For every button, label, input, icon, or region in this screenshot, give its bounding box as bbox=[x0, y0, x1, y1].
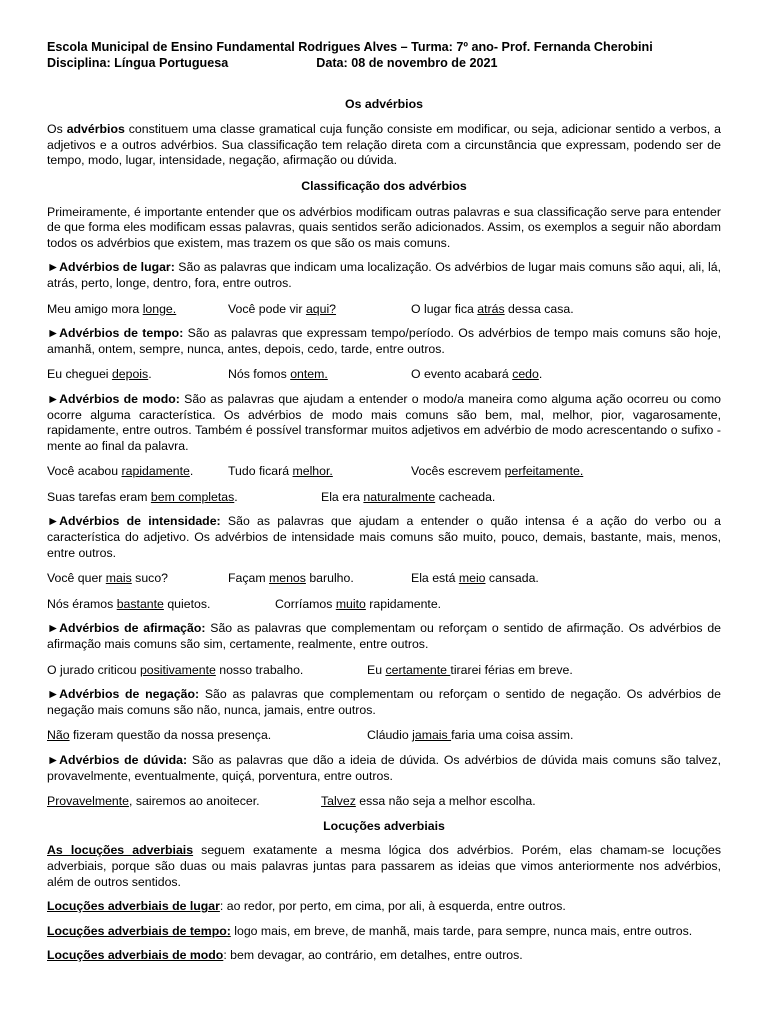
examples-tempo bbox=[47, 367, 721, 383]
example-sentence: Não fizeram questão da nossa presença. bbox=[47, 728, 272, 743]
example-sentence: Provavelmente, sairemos ao anoitecer. bbox=[47, 794, 260, 809]
examples-modo bbox=[47, 464, 721, 480]
section-afirmacao: ►Advérbios de afirmação: São as palavras que complementam ou reforçam o sentido de afirmação. Os advérbios de afirmação mais comuns são sim, certamente, realmente, entre outros. bbox=[47, 621, 721, 652]
examples-intensidade bbox=[47, 571, 721, 587]
example-sentence: Você acabou rapidamente. bbox=[47, 464, 194, 479]
header-school-line: Escola Municipal de Ensino Fundamental Rodrigues Alves – Turma: 7º ano- Prof. Fernanda Cherobini bbox=[47, 40, 653, 54]
example-sentence: Ela era naturalmente cacheada. bbox=[321, 489, 496, 504]
section-modo: ►Advérbios de modo: São as palavras que ajudam a entender o modo/a maneira como alguma ação ocorreu ou como ocorre alguma característica. Os advérbios de modo mais comuns são bem, mal, melhor, pior, vagarosamente, rapidamente, entre outros. Também é possível transformar muitos adjetivos em advérbio de modo acrescentando o sufixo -mente ao final da palavra. bbox=[47, 391, 721, 453]
discipline-label: Disciplina: Língua Portuguesa bbox=[47, 55, 229, 70]
section-lugar: ►Advérbios de lugar: São as palavras que indicam uma localização. Os advérbios de lugar mais comuns são aqui, ali, lá, atrás, perto, longe, dentro, fora, entre outros. bbox=[47, 260, 721, 290]
example-sentence: Vocês escrevem perfeitamente. bbox=[411, 464, 584, 479]
example-sentence: Você pode vir aqui? bbox=[228, 301, 337, 316]
page-title: Os advérbios bbox=[345, 96, 423, 111]
examples-modo-2 bbox=[47, 490, 721, 506]
example-sentence: Nós fomos ontem. bbox=[228, 367, 328, 382]
example-sentence: Façam menos barulho. bbox=[228, 571, 354, 586]
section-negacao: ►Advérbios de negação: São as palavras que complementam ou reforçam o sentido de negação. Os advérbios de negação mais comuns são não, nunca, jamais, entre outros. bbox=[47, 687, 721, 717]
locucoes-tempo: Locuções adverbiais de tempo: logo mais, em breve, de manhã, mais tarde, para sempre, nunca mais, entre outros. bbox=[47, 923, 693, 938]
section-intensidade: ►Advérbios de intensidade: São as palavras que ajudam a entender o quão intensa é a ação do verbo ou a característica do adjetivo. Os advérbios de intensidade mais comuns são muito, pouco, demais, bastante, mais, menos, entre outros. bbox=[47, 514, 721, 560]
example-sentence: O lugar fica atrás dessa casa. bbox=[411, 301, 574, 316]
example-sentence: Tudo ficará melhor. bbox=[228, 464, 333, 479]
example-sentence: Talvez essa não seja a melhor escolha. bbox=[321, 794, 536, 809]
examples-duvida bbox=[47, 794, 721, 810]
examples-negacao bbox=[47, 728, 721, 744]
locucoes-title: Locuções adverbiais bbox=[323, 818, 445, 833]
example-sentence: Cláudio jamais faria uma coisa assim. bbox=[367, 728, 574, 743]
example-sentence: Eu cheguei depois. bbox=[47, 367, 152, 382]
example-sentence: Nós éramos bastante quietos. bbox=[47, 596, 211, 611]
classification-title: Classificação dos advérbios bbox=[301, 178, 467, 193]
document-page bbox=[47, 40, 721, 964]
intro-paragraph: Os advérbios constituem uma classe gramatical cuja função consiste em modificar, ou seja, adicionar sentido a verbos, a adjetivos e a outros advérbios. Sua classificação tem relação direta com a circunstância que expressam, podendo ser de tempo, modo, lugar, intensidade, negação, afirmação ou dúvida. bbox=[47, 122, 721, 168]
locucoes-lugar: Locuções adverbiais de lugar: ao redor, por perto, em cima, por ali, à esquerda, entre outros. bbox=[47, 899, 566, 914]
example-sentence: Corríamos muito rapidamente. bbox=[275, 596, 442, 611]
example-sentence: Você quer mais suco? bbox=[47, 571, 168, 586]
locucoes-paragraph: As locuções adverbiais seguem exatamente a mesma lógica dos advérbios. Porém, elas chamam-se locuções adverbiais, porque são duas ou mais palavras juntas para passarem as ideias que vimos anteriormente nos advérbios, além de outros sentidos. bbox=[47, 843, 722, 889]
example-sentence: O evento acabará cedo. bbox=[411, 367, 543, 382]
section-tempo: ►Advérbios de tempo: São as palavras que expressam tempo/período. Os advérbios de tempo mais comuns são hoje, amanhã, ontem, sempre, nunca, antes, depois, cedo, tarde, entre outros. bbox=[47, 326, 721, 356]
example-sentence: Suas tarefas eram bem completas. bbox=[47, 489, 238, 504]
examples-lugar bbox=[47, 302, 721, 318]
examples-intensidade-2 bbox=[47, 597, 721, 613]
section-duvida: ►Advérbios de dúvida: São as palavras que dão a ideia de dúvida. Os advérbios de dúvida mais comuns são talvez, provavelmente, eventualmente, quiçá, porventura, entre outros. bbox=[47, 753, 721, 783]
locucoes-modo: Locuções adverbiais de modo: bem devagar, ao contrário, em detalhes, entre outros. bbox=[47, 948, 523, 963]
example-sentence: Eu certamente tirarei férias em breve. bbox=[367, 662, 573, 677]
header-discipline-line bbox=[47, 56, 721, 72]
example-sentence: O jurado criticou positivamente nosso trabalho. bbox=[47, 662, 304, 677]
examples-afirmacao bbox=[47, 663, 721, 679]
example-sentence: Meu amigo mora longe. bbox=[47, 301, 177, 316]
date-label: Data: 08 de novembro de 2021 bbox=[316, 55, 498, 70]
classification-paragraph: Primeiramente, é importante entender que os advérbios modificam outras palavras e sua classificação serve para entender de que forma eles modificam essas palavras, quais sentidos serão adicionados. Assim, os exemplos a seguir não abordam todos os advérbios que existem, mas trazem os que são os mais comuns. bbox=[47, 204, 721, 250]
example-sentence: Ela está meio cansada. bbox=[411, 571, 539, 586]
